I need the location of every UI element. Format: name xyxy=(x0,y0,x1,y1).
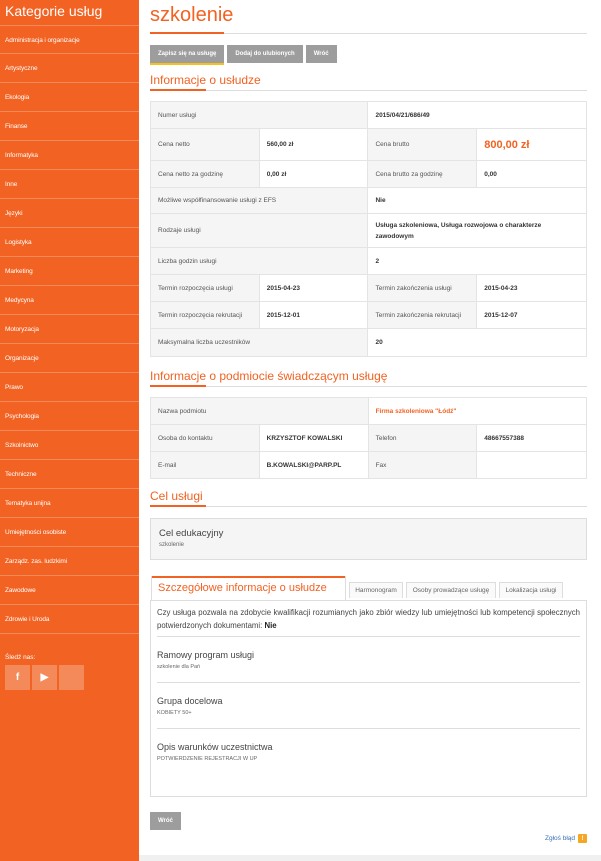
facebook-icon[interactable]: f xyxy=(5,665,30,690)
toolbar xyxy=(150,45,587,63)
brutto-hour-value: 0,00 xyxy=(477,161,587,188)
share-label: Śledź nas: xyxy=(5,654,36,661)
report-error-label: Zgłoś błąd xyxy=(545,835,575,842)
sidebar-item-motoryzacja[interactable]: Motoryzacja xyxy=(0,315,139,344)
enroll-button[interactable]: Zapisz się na usługę xyxy=(150,45,224,63)
godziny-value: 2 xyxy=(368,248,587,275)
email-value: B.KOWALSKI@PARP.PL xyxy=(259,452,368,479)
netto-hour-value: 0,00 zł xyxy=(259,161,368,188)
rodzaje-value: Usługa szkoleniowa, Usługa rozwojowa o charakterze zawodowym xyxy=(368,214,587,248)
sidebar-item-umiejetnosci[interactable]: Umiejętności osobiste xyxy=(0,518,139,547)
tab-panel xyxy=(150,600,587,797)
tab-lokalizacja[interactable]: Lokalizacja usługi xyxy=(499,582,563,598)
goal-box-title: Cel edukacyjny xyxy=(159,528,224,539)
bottom-back-button[interactable]: Wróć xyxy=(150,812,181,830)
brutto-label: Cena brutto xyxy=(368,129,477,161)
netto-value: 560,00 zł xyxy=(259,129,368,161)
sidebar-item-psychologia[interactable]: Psychologia xyxy=(0,402,139,431)
sidebar-item-prawo[interactable]: Prawo xyxy=(0,373,139,402)
efs-label: Możliwe współfinansowanie usługi z EFS xyxy=(151,188,368,214)
group-detail xyxy=(157,683,580,729)
start-value: 2015-04-23 xyxy=(259,275,368,302)
sidebar xyxy=(0,0,139,861)
provider-title: Informacje o podmiocie świadczącym usługę xyxy=(150,367,587,387)
sidebar-item-finanse[interactable]: Finanse xyxy=(0,112,139,141)
contact-value: KRZYSZTOF KOWALSKI xyxy=(259,425,368,452)
detail-tabs xyxy=(150,574,587,600)
rek-start-label: Termin rozpoczęcia rekrutacji xyxy=(151,302,260,329)
sidebar-item-jezyki[interactable]: Języki xyxy=(0,199,139,228)
sidebar-item-administracja[interactable]: Administracja i organizacje xyxy=(0,25,139,54)
fax-value xyxy=(477,452,587,479)
rek-start-value: 2015-12-01 xyxy=(259,302,368,329)
numer-value: 2015/04/21/686/49 xyxy=(368,102,587,129)
back-button[interactable]: Wróć xyxy=(306,45,337,63)
goal-box-value: szkolenie xyxy=(159,542,185,548)
sidebar-item-inne[interactable]: Inne xyxy=(0,170,139,199)
tab-osoby[interactable]: Osoby prowadzące usługę xyxy=(406,582,496,598)
goal-box xyxy=(150,518,587,560)
main-content xyxy=(150,0,587,830)
provider-name-value[interactable]: Firma szkoleniowa "Łódź" xyxy=(375,407,457,415)
program-detail xyxy=(157,637,580,683)
warning-icon: ! xyxy=(578,834,587,843)
godziny-label: Liczba godzin usługi xyxy=(151,248,368,275)
sidebar-item-organizacje[interactable]: Organizacje xyxy=(0,344,139,373)
conditions-detail xyxy=(157,729,580,774)
program-value: szkolenie dla Pań xyxy=(157,664,201,670)
sidebar-item-ekologia[interactable]: Ekologia xyxy=(0,83,139,112)
start-label: Termin rozpoczęcia usługi xyxy=(151,275,260,302)
tab-details[interactable]: Szczegółowe informacje o usłudze xyxy=(151,576,346,600)
tab-harmonogram[interactable]: Harmonogram xyxy=(349,582,403,598)
qualification-question xyxy=(157,601,580,637)
program-title: Ramowy program usługi xyxy=(157,650,255,660)
sidebar-item-zarzadzanie[interactable]: Zarządz. zas. ludzkimi xyxy=(0,547,139,576)
phone-value: 48667557388 xyxy=(477,425,587,452)
rodzaje-label: Rodzaje usługi xyxy=(151,214,368,248)
youtube-icon[interactable]: ▶ xyxy=(32,665,57,690)
category-list xyxy=(0,25,139,634)
group-value: KOBIETY 50+ xyxy=(157,710,192,716)
sidebar-item-logistyka[interactable]: Logistyka xyxy=(0,228,139,257)
question-text: Czy usługa pozwala na zdobycie kwalifikacji rozumianych jako zbiór wiedzy lub umiejętności lub kompetencji społecznych potwierdzonych dokumentami: xyxy=(157,608,580,630)
share-section xyxy=(0,634,139,690)
netto-label: Cena netto xyxy=(151,129,260,161)
end-value: 2015-04-23 xyxy=(477,275,587,302)
share-blank-icon[interactable] xyxy=(59,665,84,690)
sidebar-item-informatyka[interactable]: Informatyka xyxy=(0,141,139,170)
sidebar-item-medycyna[interactable]: Medycyna xyxy=(0,286,139,315)
netto-hour-label: Cena netto za godzinę xyxy=(151,161,260,188)
provider-name-label: Nazwa podmiotu xyxy=(151,398,369,425)
sidebar-item-marketing[interactable]: Marketing xyxy=(0,257,139,286)
rek-end-value: 2015-12-07 xyxy=(477,302,587,329)
service-info-table xyxy=(150,101,587,357)
sidebar-item-artystyczne[interactable]: Artystyczne xyxy=(0,54,139,83)
page-title: szkolenie xyxy=(150,0,587,34)
max-label: Maksymalna liczba uczestników xyxy=(151,329,368,357)
brutto-hour-label: Cena brutto za godzinę xyxy=(368,161,477,188)
footer-bar xyxy=(139,855,601,861)
report-error-link[interactable] xyxy=(545,834,587,843)
sidebar-title: Kategorie usług xyxy=(5,3,103,19)
group-title: Grupa docelowa xyxy=(157,696,223,706)
conditions-title: Opis warunków uczestnictwa xyxy=(157,742,273,752)
sidebar-item-techniczne[interactable]: Techniczne xyxy=(0,460,139,489)
goal-title: Cel usługi xyxy=(150,487,587,507)
end-label: Termin zakończenia usługi xyxy=(368,275,477,302)
contact-label: Osoba do kontaktu xyxy=(151,425,260,452)
max-value: 20 xyxy=(368,329,587,357)
email-label: E-mail xyxy=(151,452,260,479)
phone-label: Telefon xyxy=(368,425,477,452)
efs-value: Nie xyxy=(368,188,587,214)
service-info-title: Informacje o usłudze xyxy=(150,71,587,91)
question-answer: Nie xyxy=(264,621,277,630)
add-favorite-button[interactable]: Dodaj do ulubionych xyxy=(227,45,302,63)
provider-table xyxy=(150,397,587,479)
sidebar-item-zawodowe[interactable]: Zawodowe xyxy=(0,576,139,605)
conditions-value: POTWIERDZENIE REJESTRACJI W UP xyxy=(157,756,258,762)
sidebar-item-szkolnictwo[interactable]: Szkolnictwo xyxy=(0,431,139,460)
rek-end-label: Termin zakończenia rekrutacji xyxy=(368,302,477,329)
numer-label: Numer usługi xyxy=(151,102,368,129)
brutto-value: 800,00 zł xyxy=(484,138,530,151)
sidebar-item-tematyka-unijna[interactable]: Tematyka unijna xyxy=(0,489,139,518)
sidebar-item-zdrowie[interactable]: Zdrowie i Uroda xyxy=(0,605,139,634)
fax-label: Fax xyxy=(368,452,477,479)
